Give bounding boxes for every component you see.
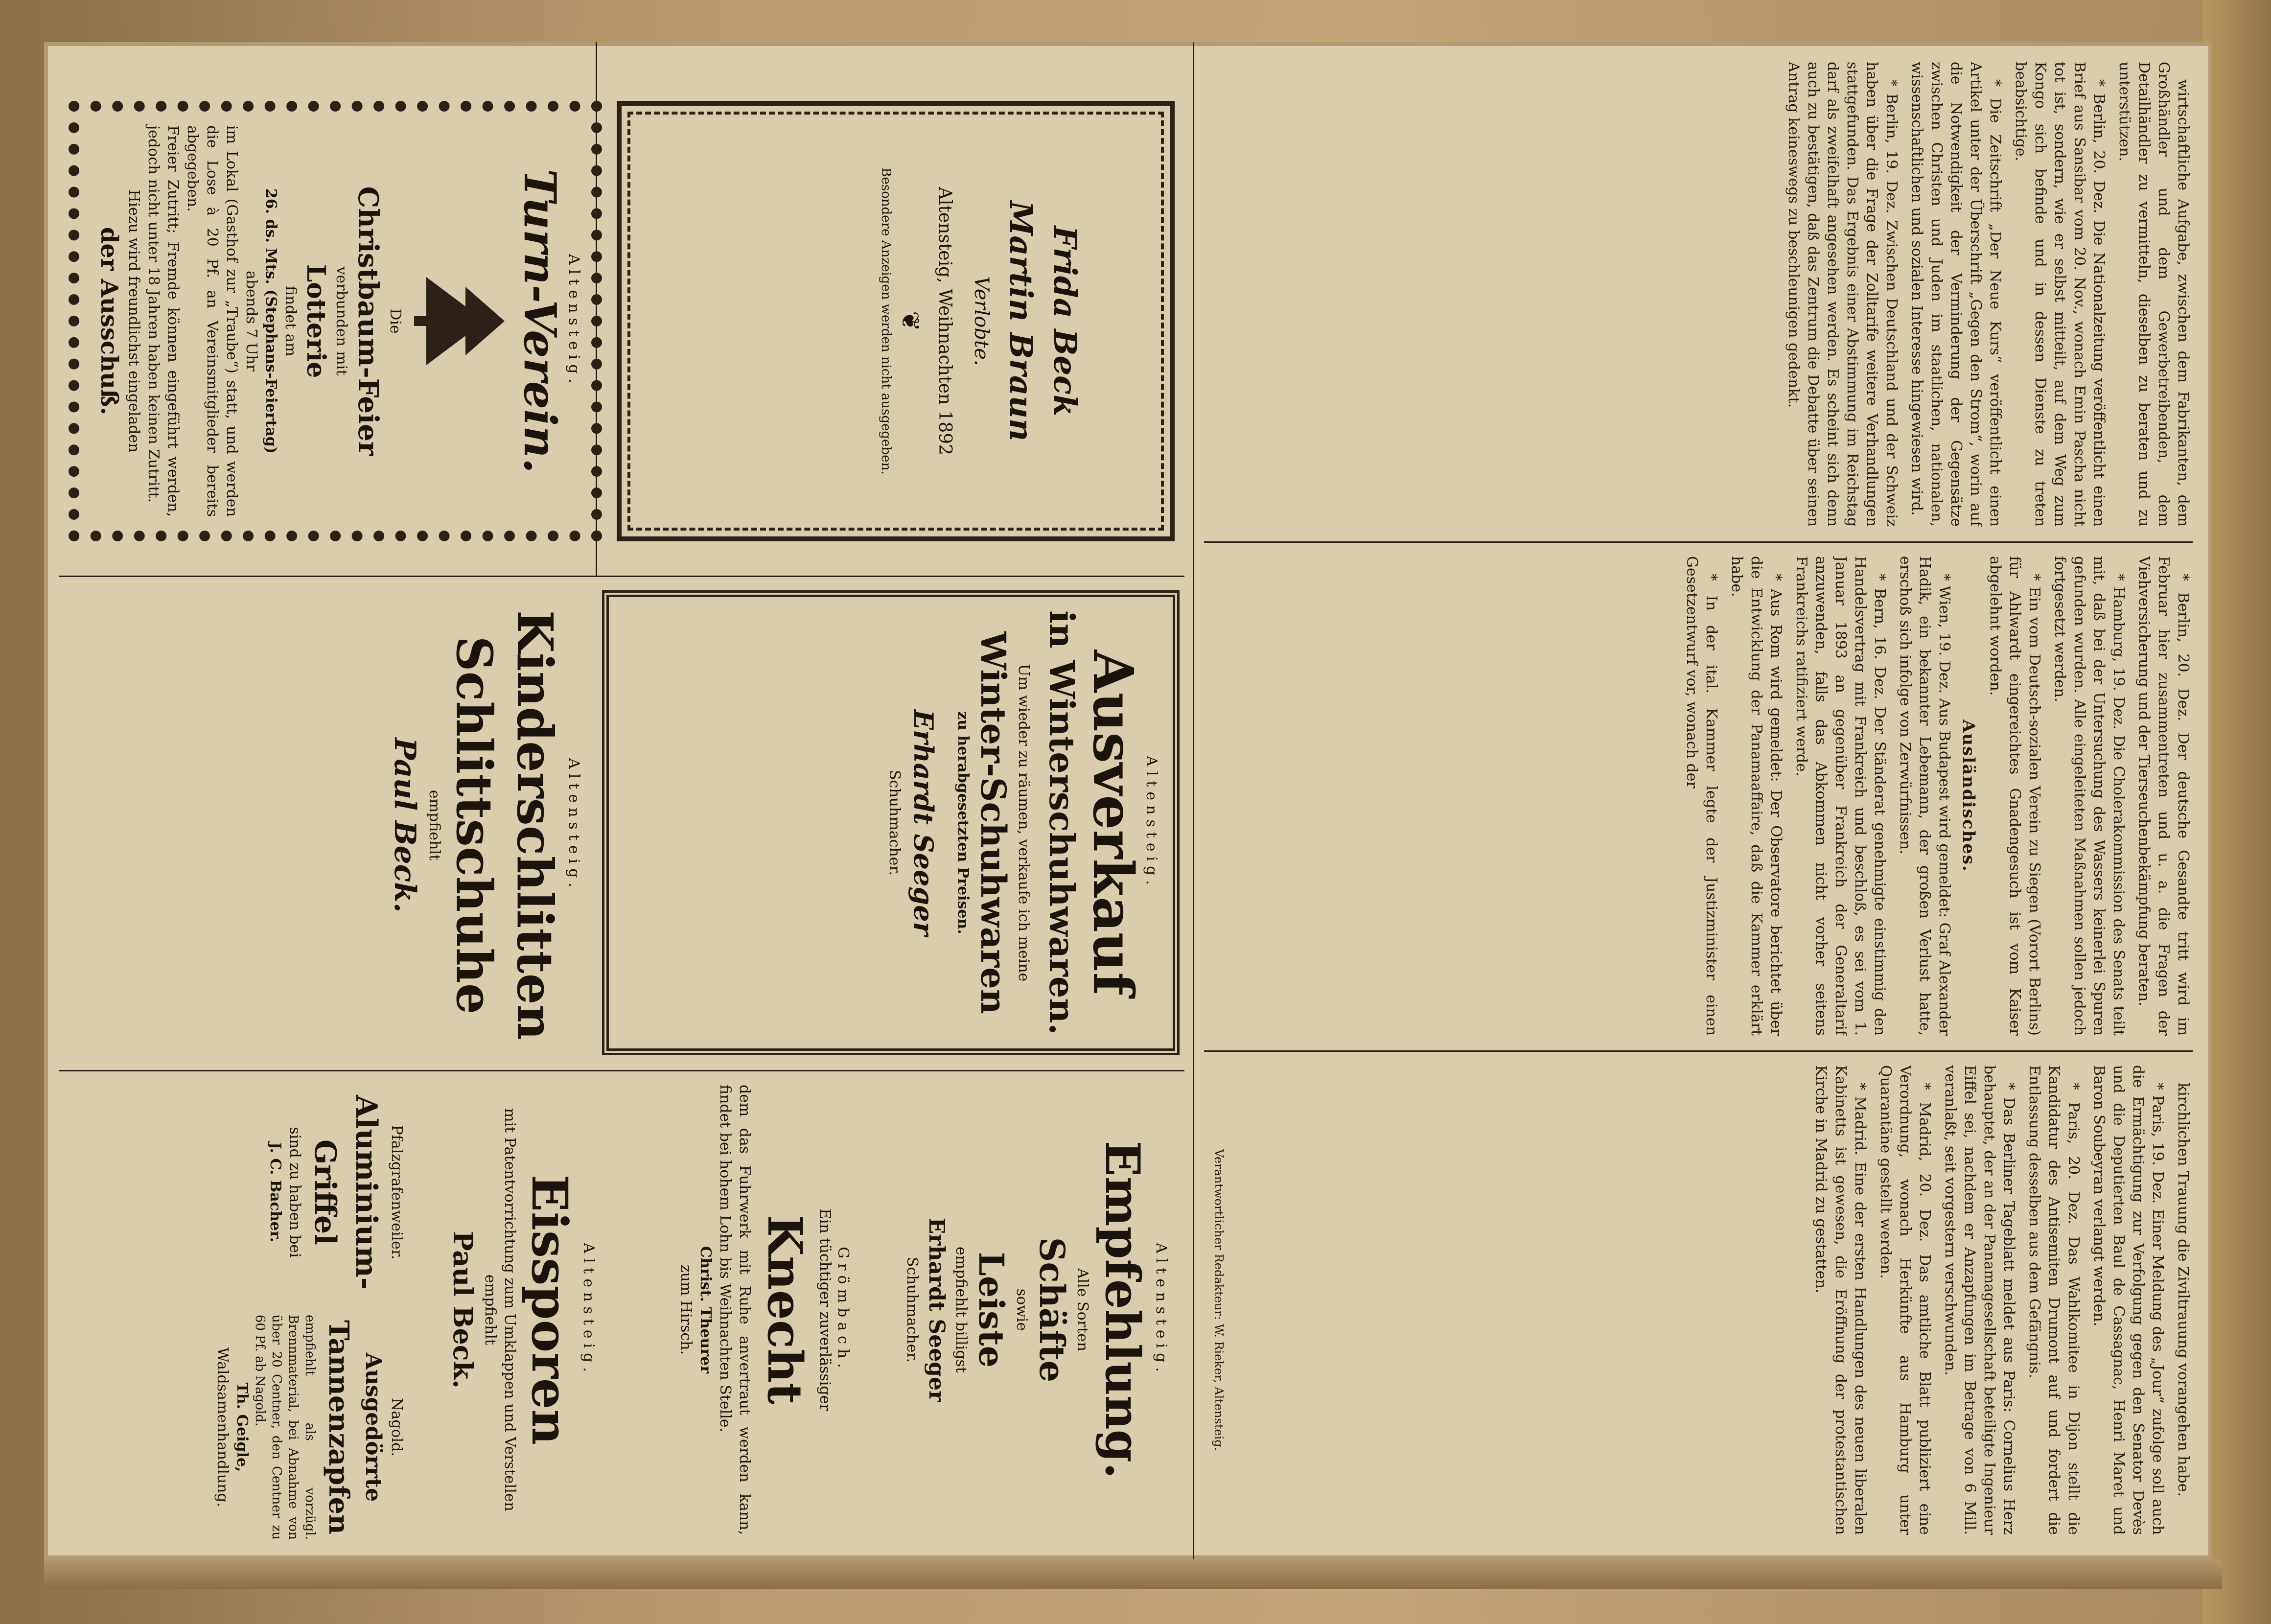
engagement-status: Verlobte. (970, 276, 993, 366)
recommendation-place: Altensteig. (1153, 1243, 1170, 1377)
news-paragraph: * Ein vom Deutsch-sozialen Verein zu Siegen (Vorort Berlins) für Ahlwardt eingereichtes Gnadengesuch ist vom Kaiser abgelehnt worden. (1987, 556, 2043, 1036)
turnverein-verbunden: verbunden mit (333, 266, 350, 376)
engagement-name-2: Martin Braun (1002, 201, 1039, 441)
farmhand-title: Knecht (757, 1215, 812, 1405)
sled-item-1: Kinderschlitten (506, 610, 564, 1041)
turnverein-date: 26. ds. Mts. (Stephans-Feiertag) (262, 188, 279, 454)
clearance-price: zu herabgesetzten Preisen. (954, 711, 972, 934)
pine-cones-title-2: Tannenzapfen (323, 1320, 355, 1535)
pine-cones-title-1: Ausgedörrte (361, 1352, 386, 1502)
clearance-name: Erhardt Seeger (908, 709, 939, 936)
news-paragraph: * Wien, 19. Dez. Aus Budapest wird gemeldet: Graf Alexander Hadik, ein bekannter Lebemann, der großen Verlust hatte, erschoß sich infolge von Zerwürfnissen. (1897, 556, 1953, 1036)
farmhand-ad (676, 1085, 852, 1535)
sled-ad (385, 600, 582, 1050)
ice-spurs-ad (446, 1085, 597, 1535)
sled-offer: empfiehlt (426, 789, 443, 861)
news-paragraph: * Paris, 20. Dez. Das Wahlkomitee in Dijon stellt die Kandidatur des Antisemiten Drumont auf und fordert die Entlassung desselben aus dem Gefängnis. (2026, 1065, 2082, 1535)
slate-pencil-title: Aluminium- (349, 1095, 383, 1290)
engagement-name-1: Frida Beck (1046, 226, 1083, 417)
sled-name: Paul Beck. (388, 738, 422, 913)
recommendation-job: Schuhmacher. (904, 1256, 921, 1363)
news-column-1 (1204, 62, 2193, 527)
book-spine (2202, 0, 2271, 1624)
turnverein-event: Christbaum-Feier (352, 186, 384, 456)
news-column-3 (1233, 1065, 2193, 1535)
farmhand-place: Grömbach. (834, 1247, 852, 1373)
slate-pencil-ad (265, 1085, 406, 1300)
clearance-subtitle: in Winterschuhwaren. (1042, 610, 1082, 1035)
news-paragraph: * Berlin, 20. Dez. Die Nationalzeitung veröffentlicht einen Brief aus Sansibar vom 20. Nov., wonach Emin Pascha nicht tot ist, sondern, wie er selbst mitteilt, auf dem Weg zum Kongo sich befinde und in dessen Dienste zu treten beabsichtige. (2012, 62, 2108, 527)
turnverein-time: abends 7 Uhr (243, 271, 260, 371)
farmhand-inn: zum Hirsch. (677, 1264, 695, 1355)
turnverein-location: im Lokal (Gasthof zur „Traube“) statt, und werden die Lose à 20 Pf. an Vereinsmitglieder bereits abgegeben. (184, 125, 240, 517)
news-paragraph: * Berlin, 20. Dez. Der deutsche Gesandte tritt wird im Februar hier zusammentreten und u. a. die Fragen der Viehversicherung und der Tierseuchenbekämpfung beraten. (2135, 556, 2192, 1036)
farmhand-text-2: dem das Fuhrwerk mit Ruhe anvertraut werden kann, findet bei hohem Lohn bis Weihnachten Stelle. (717, 1085, 753, 1535)
clearance-text: Um wieder zu räumen, verkaufe ich meine (1015, 664, 1032, 982)
clearance-title: Ausverkauf (1081, 650, 1145, 996)
ice-spurs-title: Eissporen (521, 1174, 579, 1445)
news-paragraph: kirchlichen Trauung die Ziviltrauung vorangehen habe. (2175, 1083, 2192, 1497)
ice-spurs-name: Paul Beck. (447, 1231, 479, 1389)
farmhand-name: Christ. Theurer (697, 1246, 714, 1374)
engagement-place-date: Altensteig, Weihnachten 1892 (935, 186, 955, 456)
clearance-job: Schuhmacher. (886, 769, 903, 876)
news-column-2 (1204, 556, 2193, 1036)
pine-cones-place: Nagold. (388, 1398, 405, 1457)
newspaper-page (44, 42, 2212, 1559)
turnverein-access: Freier Zutritt; Fremde können eingeführt werden, jedoch nicht unter 18 Jahren haben keinen Zutritt. (145, 125, 182, 517)
turnverein-die: Die (387, 308, 404, 334)
turnverein-invite: Hiezu wird freundlichst eingeladen (125, 189, 142, 453)
column-rule-1 (1204, 541, 2193, 543)
news-paragraph: * Bern, 16. Dez. Der Ständerat genehmigte einstimmig den Handelsvertrag mit Frankreich und beschloß, es sei vom 1. Januar 1893 an gegenüber Frankreich der Generaltarif anzuwenden, falls das Abkommen nicht vorher seitens Frankreichs ratifiziert werde. (1793, 556, 1888, 1036)
news-paragraph: * In der ital. Kammer legte der Justizminister einen Gesetzentwurf vor, wonach der (1683, 556, 1720, 1036)
ads-column-rule-2 (59, 1070, 1184, 1071)
engagement-note: Besondere Anzeigen werden nicht ausgegeben. (879, 167, 893, 475)
section-heading-ausland: Ausländisches. (1959, 719, 1978, 872)
rotated-page-content (44, 42, 2212, 1559)
recommendation-sowie: sowie (1013, 1288, 1030, 1331)
recommendation-item-2: Leiste (971, 1252, 1012, 1368)
clearance-goods: Winter-Schuhwaren (973, 631, 1014, 1014)
editor-footer: Verantwortlicher Redakteur: W. Rieker, Altensteig. (1212, 1149, 1226, 1451)
ice-spurs-place: Altensteig. (580, 1243, 597, 1377)
recommendation-title: Empfehlung. (1095, 1140, 1150, 1479)
slate-pencil-title-2: Griffel (308, 1139, 342, 1245)
turnverein-place: Altensteig. (565, 254, 582, 388)
pine-cones-text: empfiehlt als vorzügl. Brennmaterial, bei Abnahme von über 20 Centner, den Centner zu 60 Pf. ab Nagold. (253, 1315, 317, 1540)
farmhand-text-1: Ein tüchtiger zuverlässiger (816, 1208, 834, 1411)
turnverein-sign: der Ausschuß. (95, 227, 123, 416)
news-paragraph: * Madrid, 20. Dez. Das amtliche Blatt publiziert eine Verordnung, wonach Herkünfte aus Hamburg unter Quarantäne gestellt werden. (1877, 1065, 1933, 1535)
recommendation-offer: empfiehlt billigst (952, 1247, 970, 1373)
news-paragraph: * Paris, 19. Dez. Einer Meldung des „Jour“ zufolge soll auch die Ermächtigung zur Verfolgung gegen den Senator Devès und die Deputierten Baul de Cassagnac, Henri Maret und Baron Soubeyran verlangt werden. (2090, 1065, 2166, 1535)
clearance-place: Altensteig. (1143, 756, 1160, 890)
news-paragraph: * Das Berliner Tageblatt meldet aus Paris: Cornelius Herz behauptet, der an der Panamagesellschaft beteiligte Ingenieur Eiffel sei, nachdem er Anzapfungen im Betrage von 6 Mill. veranlaßt, seit vorgestern verschwunden. (1942, 1065, 2017, 1535)
column-rule-2 (1204, 1050, 2193, 1052)
clearance-sale-ad (884, 610, 1160, 1036)
turnverein-ad (94, 125, 582, 517)
news-paragraph: * Berlin, 19. Dez. Zwischen Deutschland und der Schweiz haben über die Frage der Zolltarife weitere Verhandlungen stattgefunden. Das Ergebnis einer Abstimmung im Reichstag darf als zweifelhaft angesehen werden. Es scheint sich denn auch zu bestätigen, daß das Zentrum die Debatte über seinen Antrag keineswegs zu beschleunigen gedenkt. (1785, 62, 1900, 527)
turnverein-findet: findet am (282, 285, 299, 357)
ornament-icon: ❦ (896, 311, 925, 331)
news-paragraph: wirtschaftliche Aufgabe, zwischen dem Fabrikanten, dem Großhändler und dem Gewerbetreibenden, dem Detailhändler zu vermitteln, dieselben zu beraten und zu unterstützen. (2116, 62, 2192, 527)
recommendation-ad (902, 1085, 1170, 1535)
news-paragraph: * Hamburg, 19. Dez. Die Cholerakommission des Senats teilt mit, daß bei der Untersuchung des Wassers keinerlei Spuren gefunden wurden. Alle eingeleiteten Maßnahmen sollen jedoch fortgesetzt werden. (2051, 556, 2127, 1036)
sled-place: Altensteig. (565, 758, 582, 892)
recommendation-item-1: Schäfte (1032, 1237, 1072, 1383)
slate-pencil-place: Pfalzgrafenweiler. (388, 1125, 405, 1260)
news-paragraph: * Die Zeitschrift „Der Neue Kurs“ veröffentlicht einen Artikel unter der Überschrift „Gegen den Strom“, worin auf die Notwendigkeit der Verminderung der Gegensätze zwischen Christen und Juden im staatlichen, nationalen, wissenschaftlichen und sozialen Interesse hingewiesen wird. (1908, 62, 2004, 527)
pine-cones-ad (212, 1315, 406, 1540)
pine-cones-job: Waldsamenhandlung. (214, 1347, 231, 1508)
engagement-ad (876, 130, 1087, 512)
sled-item-2: Schlittschuhe (445, 636, 503, 1015)
book-bottom-edge (44, 1559, 2222, 1589)
pine-cones-name: Th. Geigle, (233, 1382, 251, 1472)
recommendation-sorts: Alle Sorten (1074, 1268, 1091, 1352)
slate-pencil-text: sind zu haben bei (286, 1127, 303, 1258)
recommendation-name: Erhardt Seeger (924, 1217, 949, 1402)
ice-spurs-text: mit Patentvorrichtung zum Umklappen und Verstellen empfiehlt (482, 1108, 518, 1511)
news-paragraph: * Aus Rom wird gemeldet: Der Observatore berichtet über die Entwicklung der Panamaaffaire, daß die Kammer erklärt habe. (1728, 556, 1784, 1036)
news-paragraph: * Madrid. Eine der ersten Handlungen des neuen liberalen Kabinetts ist gewesen, die Eröffnung der protestantischen Kirche in Madrid zu gestatten. (1812, 1065, 1869, 1535)
turnverein-title: Turn-Verein. (514, 168, 566, 474)
slate-pencil-name: J. C. Bacher. (267, 1142, 284, 1243)
turnverein-lotterie: Lotterie (301, 264, 331, 378)
christmas-tree-icon (412, 267, 510, 375)
ads-column-rule-1 (59, 576, 1184, 577)
news-ads-divider (1193, 42, 1194, 1559)
